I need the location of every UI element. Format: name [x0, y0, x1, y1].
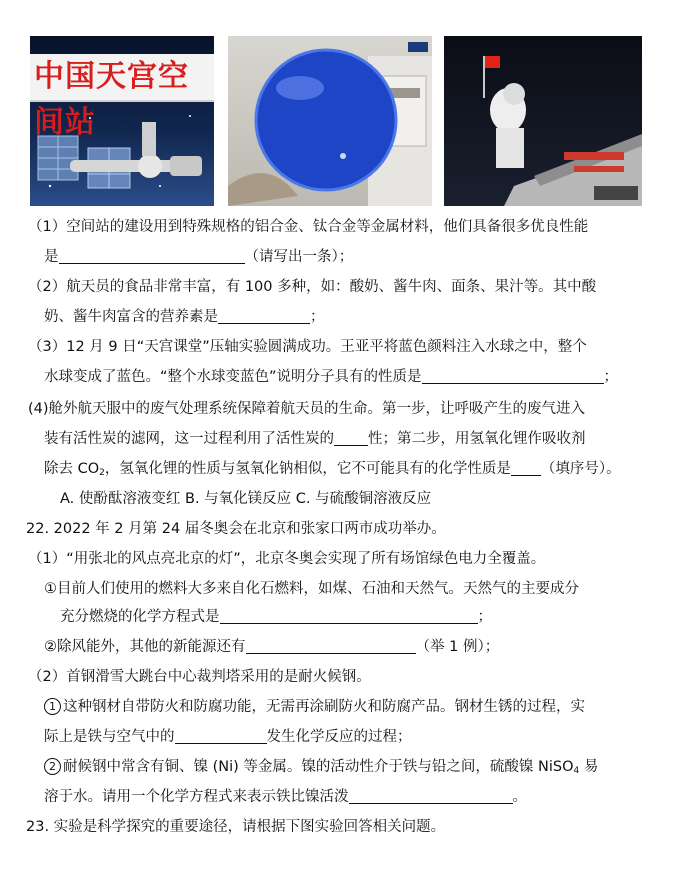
co2-subscript: 2	[99, 468, 105, 478]
astronaut-spacewalk-image	[444, 36, 642, 206]
answer-blank-q3[interactable]	[422, 367, 604, 384]
q22-item2-suffix: （举 1 例）；	[415, 639, 500, 655]
q1-line2	[44, 246, 353, 268]
q4-line3	[44, 458, 621, 484]
q1-line1: （1）空间站的建设用到特殊规格的铝合金、钛合金等金属材料，他们具备很多优良性能	[28, 219, 589, 235]
q2-prefix: 奶、酱牛肉富含的营养素是	[44, 309, 218, 325]
q2-line2	[44, 306, 325, 328]
q2-suffix: ；	[310, 309, 325, 325]
q22-item1-suffix: ；	[477, 609, 492, 625]
q22-item4-line2	[44, 786, 527, 808]
q22-item4-suffix: 。	[512, 789, 527, 805]
photo-row	[30, 36, 642, 206]
q4-line3-suffix: （填序号）。	[540, 461, 621, 477]
answer-blank-nickel[interactable]	[349, 787, 513, 804]
q22-item4-text: 耐候钢中常含有铜、镍 (Ni) 等金属。镍的活动性介于铁与铅之间，硫酸镍 NiSO	[63, 759, 574, 775]
circled-digit-1: 1	[44, 698, 61, 715]
q1-prefix: 是	[44, 249, 59, 265]
water-ball-photo	[228, 36, 432, 206]
q1-suffix: （请写出一条）；	[244, 249, 354, 265]
q22-item3-prefix: 际上是铁与空气中的	[44, 729, 175, 745]
q4-prefix: 装有活性炭的滤网，这一过程利用了活性炭的	[44, 431, 334, 447]
space-station-photo	[30, 36, 214, 206]
q22-item1-line1	[44, 578, 579, 600]
q23-heading: 23. 实验是科学探究的重要途径，请根据下图实验回答相关问题。	[26, 819, 446, 835]
answer-blank-q4b[interactable]	[511, 459, 541, 476]
answer-blank-air[interactable]	[175, 727, 267, 744]
blue-water-ball-image	[228, 36, 432, 206]
answer-blank-q2[interactable]	[218, 307, 310, 324]
niso4-subscript: 4	[573, 766, 580, 776]
q22-item2-prefix: 除风能外，其他的新能源还有	[57, 639, 246, 655]
q22-part1: （1）“用张北的风点亮北京的灯”，北京冬奥会实现了所有场馆绿色电力全覆盖。	[28, 551, 546, 567]
q22-item4-line1	[44, 756, 598, 782]
q22-item1-text: 目前人们使用的燃料大多来自化石燃料，如煤、石油和天然气。天然气的主要成分	[57, 581, 579, 597]
q22-item1-prefix: 充分燃烧的化学方程式是	[60, 609, 220, 625]
q22-part2: （2）首钢滑雪大跳台中心裁判塔采用的是耐火候钢。	[28, 669, 371, 685]
answer-blank-q1[interactable]	[59, 247, 245, 264]
q22-item4-prefix: 溶于水。请用一个化学方程式来表示铁比镍活泼	[44, 789, 349, 805]
q3-line2	[44, 366, 618, 388]
q4-co2-prefix: 除去 CO	[44, 461, 100, 477]
q4-line1: (4)舱外航天服中的废气处理系统保障着航天员的生命。第一步，让呼吸产生的废气进入	[28, 401, 586, 417]
photo-caption: 中国天宫空间站	[34, 59, 189, 140]
q2-line1: （2）航天员的食品非常丰富，有 100 多种，如：酸奶、酱牛肉、面条、果汁等。其中酸	[28, 279, 597, 295]
circled-number-1: ①	[44, 581, 57, 597]
q22-item3-text: 这种钢材自带防火和防腐功能，无需再涂刷防火和防腐产品。钢材生锈的过程，实	[63, 699, 585, 715]
circled-number-2: ②	[44, 639, 57, 655]
q3-prefix: 水球变成了蓝色。“整个水球变蓝色”说明分子具有的性质是	[44, 369, 422, 385]
astronaut-photo	[444, 36, 642, 206]
q22-item3-line1	[44, 696, 585, 718]
q22-item3-suffix: 发生化学反应的过程；	[266, 729, 412, 745]
q22-item2	[44, 636, 499, 658]
q22-heading: 22. 2022 年 2 月第 24 届冬奥会在北京和张家口两市成功举办。	[26, 521, 446, 537]
q22-item4-tail: 易	[579, 759, 599, 775]
q3-line1: （3）12 月 9 日“天宫课堂”压轴实验圆满成功。王亚平将蓝色颜料注入水球之中，整个	[28, 339, 587, 355]
q4-line3-text: ，氢氧化锂的性质与氢氧化钠相似，它不可能具有的化学性质是	[104, 461, 511, 477]
answer-blank-equation[interactable]	[220, 607, 478, 624]
answer-blank-energy[interactable]	[246, 637, 416, 654]
q22-item3-line2	[44, 726, 412, 748]
q3-suffix: ；	[603, 369, 619, 385]
q4-line2	[44, 428, 586, 450]
answer-blank-q4a[interactable]	[334, 429, 368, 446]
q4-middle: 性；第二步，用氢氧化锂作吸收剂	[368, 431, 586, 447]
circled-digit-2: 2	[44, 758, 61, 775]
q22-item1-line2	[60, 606, 492, 628]
q4-options: A. 使酚酞溶液变红 B. 与氧化镁反应 C. 与硫酸铜溶液反应	[60, 491, 432, 507]
